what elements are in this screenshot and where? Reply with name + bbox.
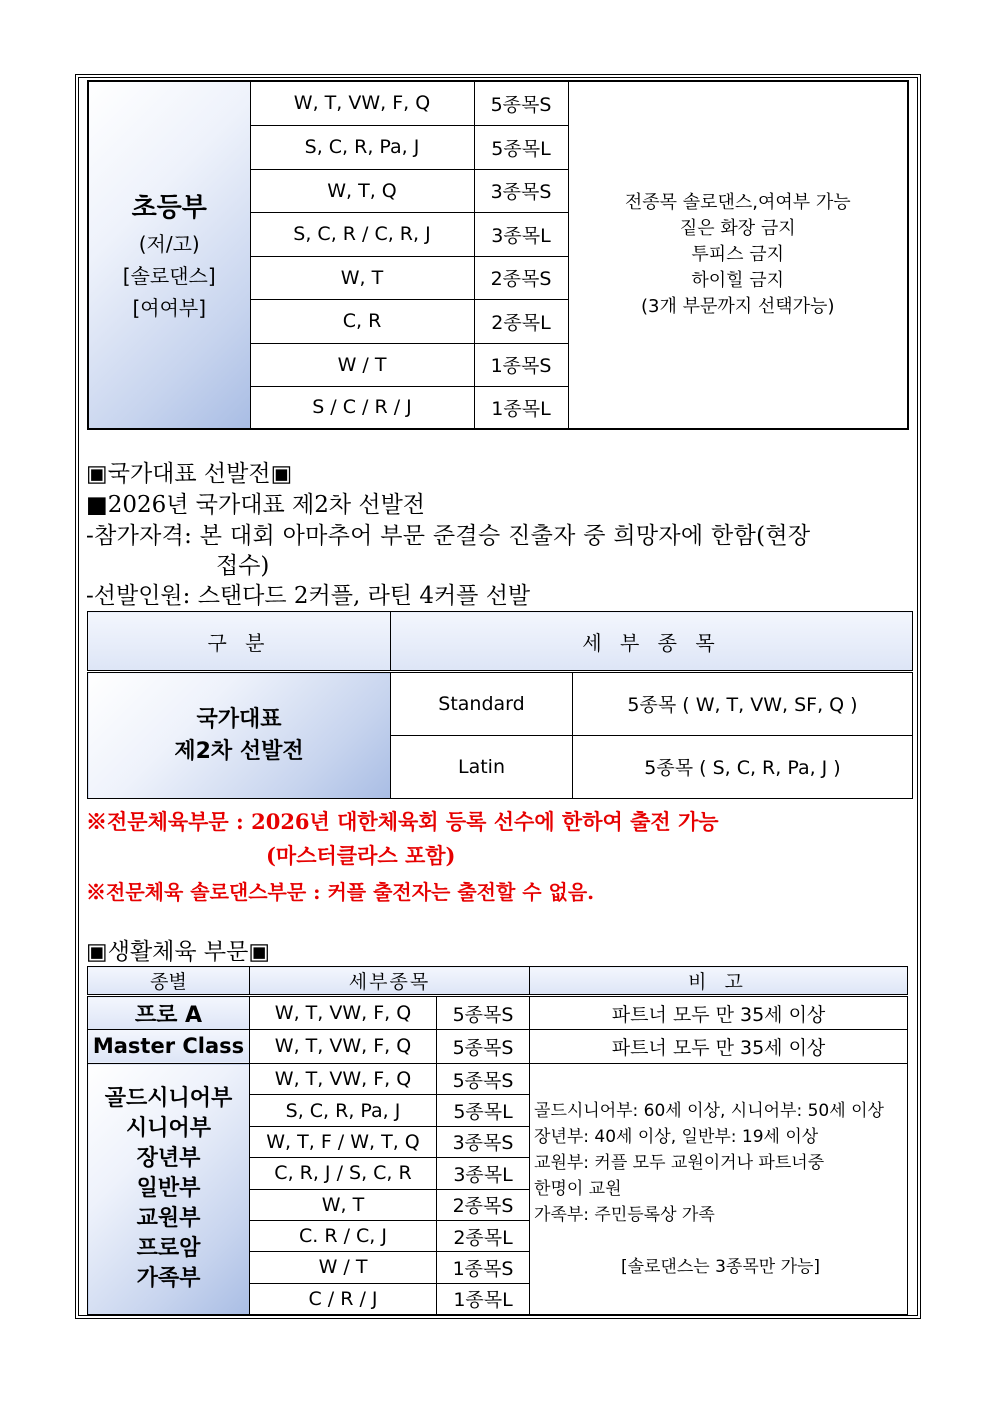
solo-note: [솔로댄스는 3종목만 가능] [620,1257,821,1278]
dances-cell: W, T, VW, F, Q [250,1064,437,1095]
lifestyle-group-cell [88,1064,250,1315]
dances-cell: W / T [250,343,474,386]
event-cell: 3종목L [437,1158,530,1189]
dances-cell: W, T, F / W, T, Q [250,1126,437,1157]
note-line: 가족부: 주민등록상 가족 [534,1205,715,1226]
dances-cell: S, C, R, Pa, J [250,125,474,169]
national-section-title: ▣국가대표 선발전▣ [86,461,293,487]
event-cell: 2종목S [437,1189,530,1220]
event-cell: 3종목S [437,1126,530,1157]
national-header-col1: 구 분 [88,612,391,672]
group-label: 교원부 [136,1206,201,1232]
lifestyle-table [87,966,908,1315]
note-line: 하이힐 금지 [691,270,785,291]
dances-cell: C / R / J [250,1283,437,1314]
event-cell: 3종목L [474,212,568,256]
group-label: 골드시니어부 [104,1086,233,1112]
national-group-line2: 제2차 선발전 [174,738,304,764]
note-cell: 파트너 모두 만 35세 이상 [530,1029,908,1063]
event-cell: 2종목S [474,256,568,299]
event-cell: 2종목L [437,1220,530,1251]
event-cell: 1종목L [437,1283,530,1314]
dances-cell: W, T, VW, F, Q [250,996,437,1029]
national-heading: ■2026년 국가대표 제2차 선발전 [86,492,426,518]
elementary-title: 초등부 [131,192,207,223]
elementary-sub3: [여여부] [132,295,207,320]
dances-cell: C, R, J / S, C, R [250,1158,437,1189]
dances-cell: S, C, R, Pa, J [250,1095,437,1126]
elementary-table [87,80,909,430]
note-line: 짙은 화장 금지 [679,218,796,239]
event-cell: 1종목S [437,1252,530,1283]
dances-cell: W / T [250,1252,437,1283]
event-cell: 5종목S [474,81,568,125]
dances-cell: S, C, R / C, R, J [250,212,474,256]
national-table [87,611,913,799]
lifestyle-header-col3: 비 고 [530,967,908,996]
elementary-sub2: [솔로댄스] [122,263,216,288]
event-cell: 5종목L [437,1095,530,1126]
dances-cell: W, T, VW, F, Q [250,81,474,125]
note-line: 교원부: 커플 모두 교원이거나 파트너중 [534,1153,825,1174]
event-cell: 5종목L [474,125,568,169]
qualification-line2: 접수) [216,553,270,579]
note-cell: 파트너 모두 만 35세 이상 [530,996,908,1029]
lifestyle-header-col2: 세부종목 [250,967,530,996]
dances-cell: W, T, Q [250,169,474,212]
dances-cell: S / C / R / J [250,386,474,429]
lifestyle-notes-cell [530,1064,908,1315]
detail-cell: 5종목 ( W, T, VW, SF, Q ) [573,672,913,735]
dances-cell: C. R / C, J [250,1220,437,1251]
national-group-line1: 국가대표 [196,706,282,732]
note-line: 전종목 솔로댄스,여여부 가능 [624,192,851,213]
elementary-sub1: (저/고) [138,231,200,256]
lifestyle-section-title: ▣생활체육 부문▣ [86,939,271,965]
event-cell: 5종목S [437,996,530,1029]
event-cell: 1종목L [474,386,568,429]
elementary-group-cell [88,81,250,429]
group-label: 일반부 [136,1176,201,1202]
note-line: 한명이 교원 [534,1179,622,1200]
group-label: 장년부 [136,1146,201,1172]
style-cell: Standard [391,672,573,735]
notice1-line2: (마스터클라스 포함) [266,843,456,868]
note-line: 장년부: 40세 이상, 일반부: 19세 이상 [534,1127,819,1148]
event-cell: 5종목S [437,1064,530,1095]
qualification-line1: -참가자격: 본 대회 아마추어 부문 준결승 진출자 중 희망자에 한함(현장 [86,523,811,549]
national-header-col2: 세 부 종 목 [391,612,913,672]
national-group-cell [88,672,391,799]
note-line: (3개 부문까지 선택가능) [641,296,835,317]
event-cell: 1종목S [474,343,568,386]
group-label: 프로암 [136,1236,201,1262]
elementary-notes-cell [568,81,908,429]
group-label: 시니어부 [125,1116,211,1142]
note-line: 투피스 금지 [691,244,785,265]
event-cell: 3종목S [474,169,568,212]
notice1-line1: ※전문체육부문 : 2026년 대한체육회 등록 선수에 한하여 출전 가능 [86,809,719,834]
note-line: 골드시니어부: 60세 이상, 시니어부: 50세 이상 [534,1101,884,1122]
dances-cell: C, R [250,299,474,343]
pro-a-name: 프로 A [88,996,250,1029]
lifestyle-header-col1: 종별 [88,967,250,996]
group-label: 가족부 [136,1266,201,1292]
selection-line: -선발인원: 스탠다드 2커플, 라틴 4커플 선발 [86,583,531,609]
dances-cell: W, T, VW, F, Q [250,1029,437,1063]
detail-cell: 5종목 ( S, C, R, Pa, J ) [573,735,913,798]
dances-cell: W, T [250,256,474,299]
dances-cell: W, T [250,1189,437,1220]
event-cell: 5종목S [437,1029,530,1063]
event-cell: 2종목L [474,299,568,343]
notice2: ※전문체육 솔로댄스부문 : 커플 출전자는 출전할 수 없음. [86,880,595,904]
master-name: Master Class [88,1029,250,1063]
style-cell: Latin [391,735,573,798]
